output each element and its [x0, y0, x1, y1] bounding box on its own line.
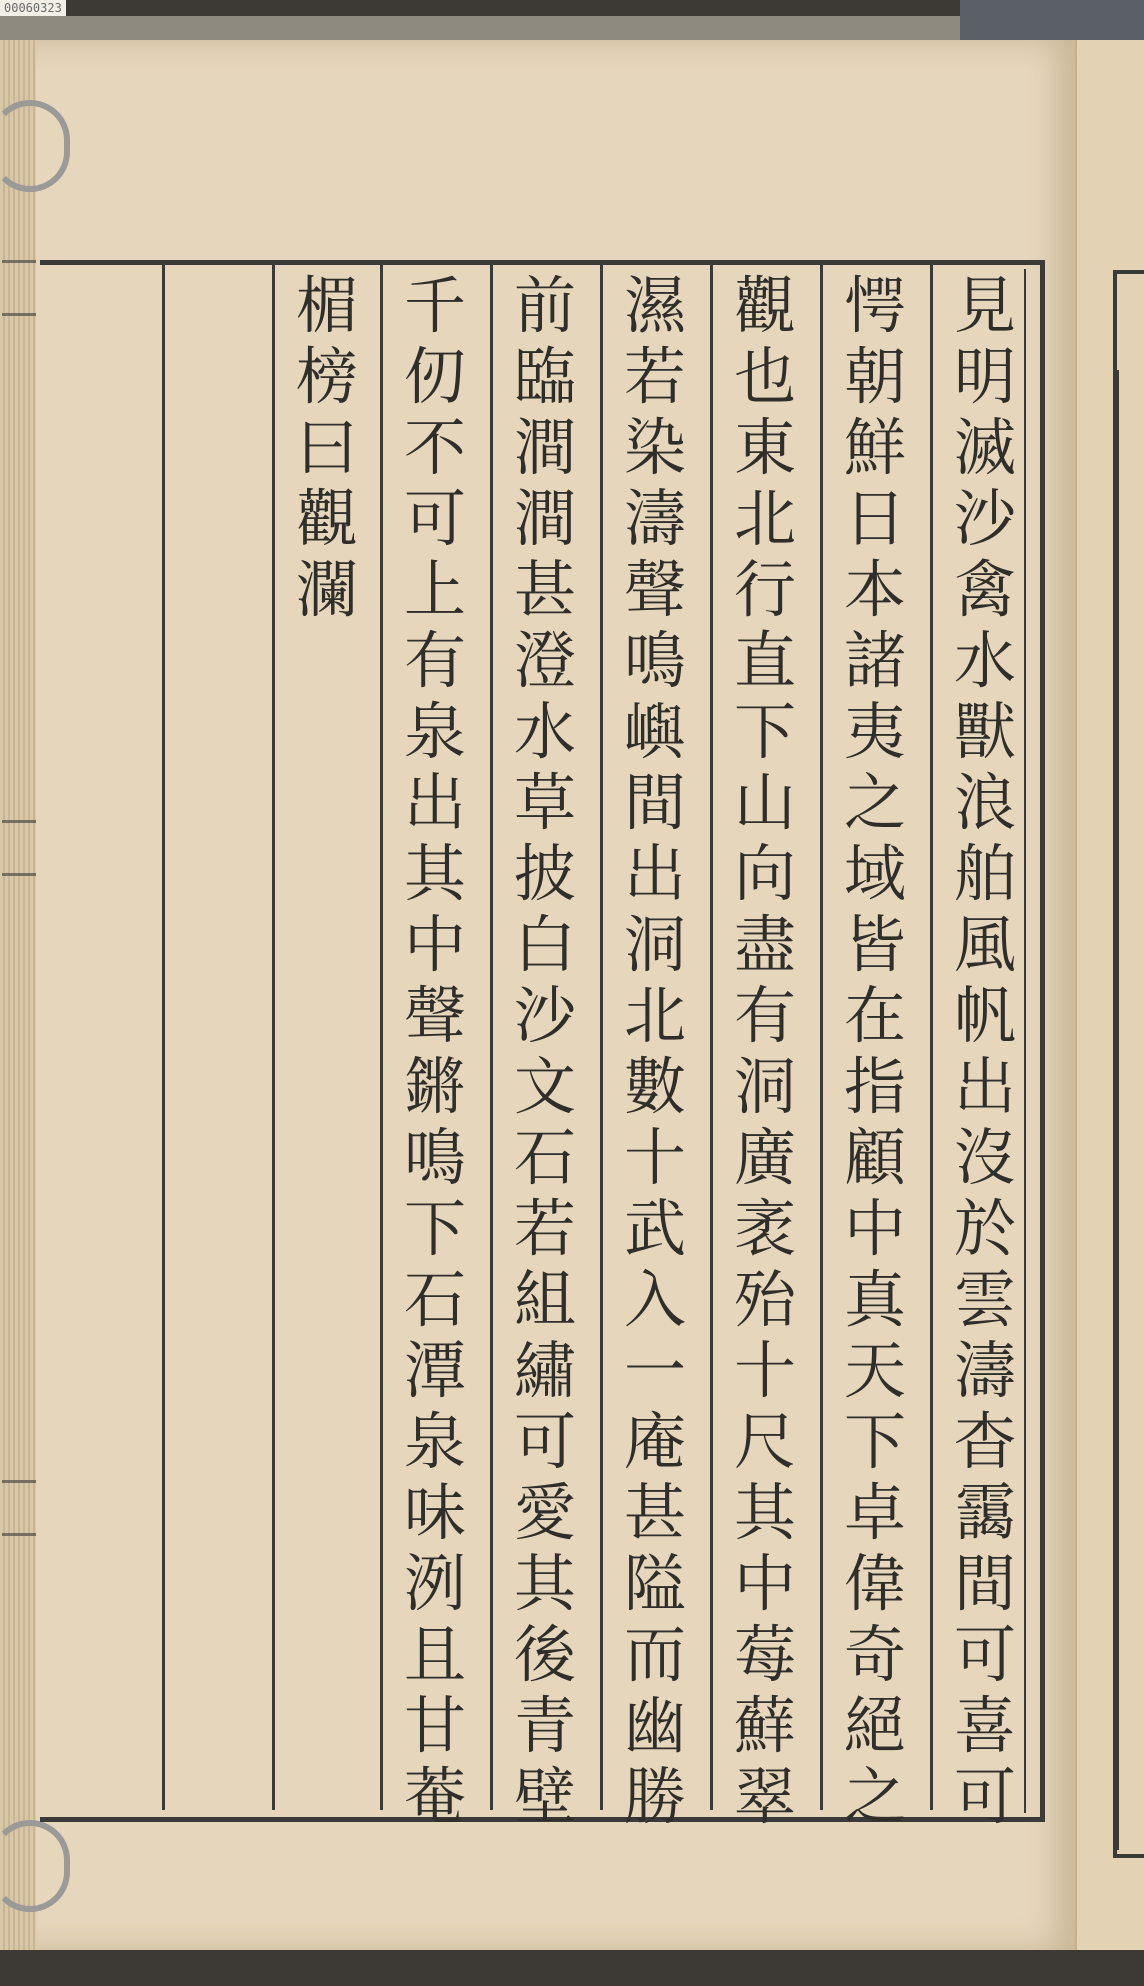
text-character: 皆 — [843, 908, 906, 981]
text-character: 袤 — [733, 1192, 796, 1265]
text-character: 顧 — [843, 1121, 906, 1194]
text-character: 直 — [733, 624, 796, 697]
text-character: 浪 — [953, 766, 1016, 839]
text-character: 山 — [733, 766, 796, 839]
fore-edge-mark — [2, 260, 36, 316]
text-column — [715, 270, 815, 1832]
text-character: 出 — [623, 837, 686, 910]
text-character: 獸 — [953, 695, 1016, 768]
text-character: 若 — [623, 340, 686, 413]
text-character: 靄 — [953, 1476, 1016, 1549]
text-character: 隘 — [623, 1547, 686, 1620]
text-character: 行 — [733, 553, 796, 626]
text-character: 其 — [513, 1547, 576, 1620]
text-column — [495, 270, 595, 1832]
text-character: 若 — [513, 1192, 576, 1265]
text-character: 可 — [953, 1618, 1016, 1691]
text-character: 其 — [733, 1476, 796, 1549]
text-character: 濤 — [623, 482, 686, 555]
text-character: 十 — [623, 1121, 686, 1194]
text-character: 泉 — [403, 695, 466, 768]
text-character: 聲 — [403, 979, 466, 1052]
text-character: 石 — [513, 1121, 576, 1194]
text-character: 澗 — [513, 482, 576, 555]
text-character: 披 — [513, 837, 576, 910]
fore-edge-marks — [2, 260, 36, 1810]
text-character: 勝 — [623, 1760, 686, 1833]
column-rule — [272, 262, 275, 1810]
column-rule — [820, 262, 823, 1810]
text-character: 臨 — [513, 340, 576, 413]
text-character: 北 — [733, 482, 796, 555]
text-character: 有 — [403, 624, 466, 697]
text-character: 而 — [623, 1618, 686, 1691]
text-character: 滅 — [953, 411, 1016, 484]
text-character: 可 — [953, 1760, 1016, 1833]
text-character: 武 — [623, 1192, 686, 1265]
text-character: 白 — [513, 908, 576, 981]
text-character: 榜 — [295, 340, 358, 413]
text-character: 繡 — [513, 1334, 576, 1407]
binding-ring-bottom — [0, 1820, 70, 1912]
facing-page-edge — [1075, 40, 1144, 1950]
text-character: 鏘 — [403, 1050, 466, 1123]
text-character: 上 — [403, 553, 466, 626]
column-rule — [710, 262, 713, 1810]
text-character: 間 — [623, 766, 686, 839]
text-character: 後 — [513, 1618, 576, 1691]
text-character: 可 — [513, 1405, 576, 1478]
text-character: 千 — [403, 269, 466, 342]
text-character: 指 — [843, 1050, 906, 1123]
text-character: 甚 — [513, 553, 576, 626]
text-character: 澗 — [513, 411, 576, 484]
fore-edge-mark — [2, 1480, 36, 1536]
text-character: 幽 — [623, 1689, 686, 1762]
text-character: 偉 — [843, 1547, 906, 1620]
text-character: 東 — [733, 411, 796, 484]
text-character: 十 — [733, 1334, 796, 1407]
text-character: 禽 — [953, 553, 1016, 626]
text-character: 入 — [623, 1263, 686, 1336]
fore-edge-mark — [2, 820, 36, 876]
text-character: 北 — [623, 979, 686, 1052]
column-rule — [490, 262, 493, 1810]
column-rule — [600, 262, 603, 1810]
text-character: 菴 — [403, 1760, 466, 1833]
binding-ring-top — [0, 100, 70, 192]
text-character: 中 — [403, 908, 466, 981]
text-character: 下 — [733, 695, 796, 768]
text-character: 向 — [733, 837, 796, 910]
text-character: 有 — [733, 979, 796, 1052]
text-character: 青 — [513, 1689, 576, 1762]
text-character: 仞 — [403, 340, 466, 413]
text-character: 聲 — [623, 553, 686, 626]
text-character: 中 — [733, 1547, 796, 1620]
text-character: 觀 — [295, 482, 358, 555]
column-rule — [930, 262, 933, 1810]
text-character: 且 — [403, 1618, 466, 1691]
text-column — [935, 270, 1035, 1832]
text-character: 甚 — [623, 1476, 686, 1549]
text-character: 壁 — [513, 1760, 576, 1833]
text-character: 日 — [843, 482, 906, 555]
text-character: 瀾 — [295, 553, 358, 626]
text-character: 之 — [843, 1760, 906, 1833]
text-character: 庵 — [623, 1405, 686, 1478]
text-character: 一 — [623, 1334, 686, 1407]
text-character: 絕 — [843, 1689, 906, 1762]
text-character: 之 — [843, 766, 906, 839]
text-character: 曰 — [295, 411, 358, 484]
text-character: 下 — [403, 1192, 466, 1265]
text-character: 石 — [403, 1263, 466, 1336]
text-character: 朝 — [843, 340, 906, 413]
text-character: 洞 — [623, 908, 686, 981]
text-character: 帆 — [953, 979, 1016, 1052]
text-character: 水 — [953, 624, 1016, 697]
text-character: 前 — [513, 269, 576, 342]
text-character: 出 — [953, 1050, 1016, 1123]
text-character: 出 — [403, 766, 466, 839]
text-character: 不 — [403, 411, 466, 484]
text-character: 沙 — [513, 979, 576, 1052]
text-character: 洞 — [733, 1050, 796, 1123]
text-column — [605, 270, 705, 1832]
text-column — [825, 270, 925, 1832]
text-character: 鮮 — [843, 411, 906, 484]
text-character: 其 — [403, 837, 466, 910]
text-character: 在 — [843, 979, 906, 1052]
text-character: 濤 — [953, 1334, 1016, 1407]
text-character: 諸 — [843, 624, 906, 697]
text-character: 染 — [623, 411, 686, 484]
text-character: 間 — [953, 1547, 1016, 1620]
text-character: 文 — [513, 1050, 576, 1123]
text-character: 甘 — [403, 1689, 466, 1762]
text-character: 殆 — [733, 1263, 796, 1336]
text-character: 奇 — [843, 1618, 906, 1691]
text-character: 濕 — [623, 269, 686, 342]
text-column — [385, 270, 485, 1832]
text-character: 域 — [843, 837, 906, 910]
text-character: 洌 — [403, 1547, 466, 1620]
text-character: 明 — [953, 340, 1016, 413]
text-character: 愛 — [513, 1476, 576, 1549]
text-column — [277, 270, 377, 625]
book-cover-corner — [960, 0, 1144, 44]
text-character: 舶 — [953, 837, 1016, 910]
text-character: 沙 — [953, 482, 1016, 555]
facing-page-rule — [1115, 370, 1120, 1850]
text-character: 天 — [843, 1334, 906, 1407]
text-character: 澄 — [513, 624, 576, 697]
text-character: 本 — [843, 553, 906, 626]
text-character: 尺 — [733, 1405, 796, 1478]
text-character: 夷 — [843, 695, 906, 768]
text-character: 風 — [953, 908, 1016, 981]
text-character: 莓 — [733, 1618, 796, 1691]
text-character: 見 — [953, 269, 1016, 342]
text-character: 嶼 — [623, 695, 686, 768]
text-character: 沒 — [953, 1121, 1016, 1194]
text-character: 鳴 — [623, 624, 686, 697]
text-character: 真 — [843, 1263, 906, 1336]
text-character: 喜 — [953, 1689, 1016, 1762]
text-character: 潭 — [403, 1334, 466, 1407]
text-character: 翠 — [733, 1760, 796, 1833]
text-character: 卓 — [843, 1476, 906, 1549]
text-character: 泉 — [403, 1405, 466, 1478]
text-character: 鳴 — [403, 1121, 466, 1194]
text-character: 盡 — [733, 908, 796, 981]
text-character: 觀 — [733, 269, 796, 342]
text-character: 蘚 — [733, 1689, 796, 1762]
column-rule — [162, 262, 165, 1810]
text-character: 愕 — [843, 269, 906, 342]
text-character: 也 — [733, 340, 796, 413]
text-character: 可 — [403, 482, 466, 555]
text-character: 廣 — [733, 1121, 796, 1194]
text-character: 於 — [953, 1192, 1016, 1265]
text-character: 雲 — [953, 1263, 1016, 1336]
text-character: 杳 — [953, 1405, 1016, 1478]
text-character: 下 — [843, 1405, 906, 1478]
text-character: 楣 — [295, 269, 358, 342]
page-id-label: 00060323 — [0, 0, 66, 16]
text-character: 味 — [403, 1476, 466, 1549]
text-character: 數 — [623, 1050, 686, 1123]
text-character: 草 — [513, 766, 576, 839]
text-character: 組 — [513, 1263, 576, 1336]
text-character: 中 — [843, 1192, 906, 1265]
column-rule — [380, 262, 383, 1810]
text-character: 水 — [513, 695, 576, 768]
